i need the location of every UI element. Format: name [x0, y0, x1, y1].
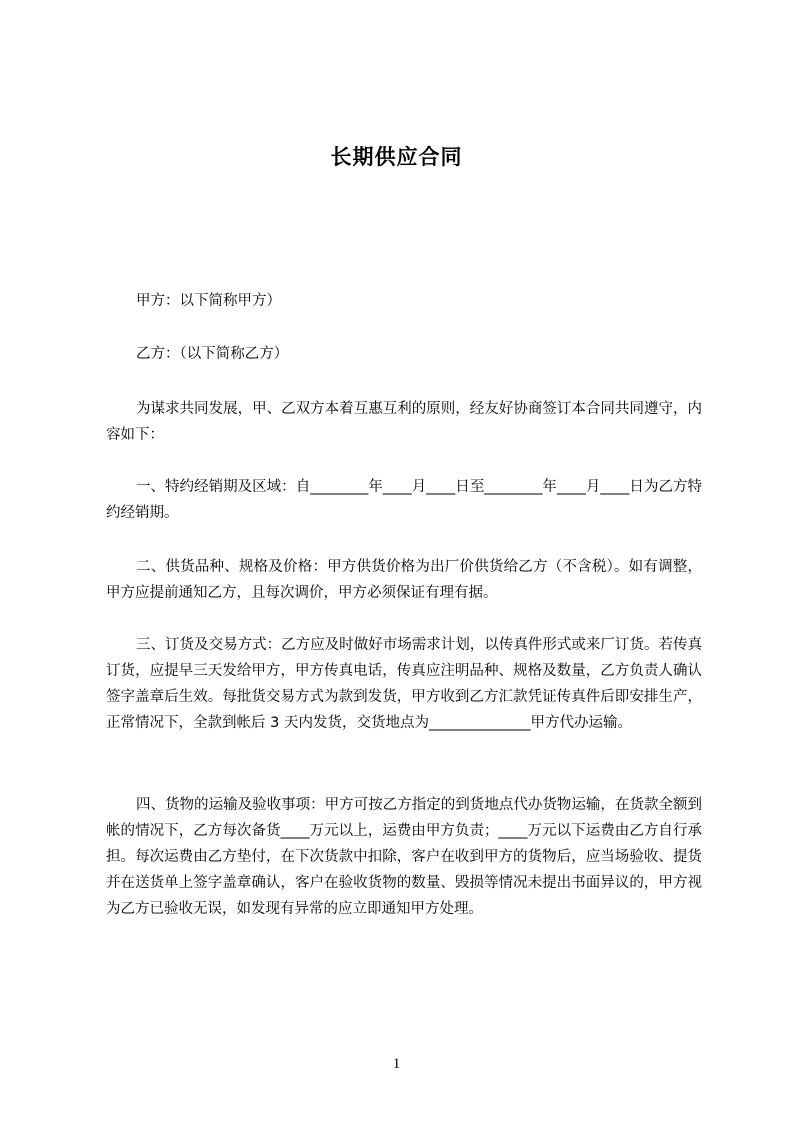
- clause-2-paragraph: 二、供货品种、规格及价格：甲方供货价格为出厂价供货给乙方（不含税）。如有调整，甲方应提前通知乙方，且每次调价，甲方必须保证有理有据。: [106, 559, 702, 601]
- intro-paragraph: 为谋求共同发展，甲、乙双方本着互惠互利的原则，经友好协商签订本合同共同遵守，内容如下：: [106, 401, 702, 443]
- document-title: 长期供应合同: [330, 145, 463, 169]
- clause-1-paragraph: 一、特约经销期及区域：自________年____月____日至________年____月____日为乙方特约经销期。: [106, 479, 702, 521]
- page-number: 1: [392, 1056, 401, 1072]
- clause-4-paragraph: 四、货物的运输及验收事项：甲方可按乙方指定的到货地点代办货物运输，在货款全额到帐的情况下，乙方每次备货____万元以上，运费由甲方负责；____万元以下运费由乙方自行承担。每次运费由乙方垫付，在下次货款中扣除，客户在收到甲方的货物后，应当场验收、提货并在送货单上签字盖章确认，客户在验收货物的数量、毁损等情况未提出书面异议的，甲方视为乙方已验收无误，如发现有异常的应立即通知甲方处理。: [106, 797, 702, 917]
- party-a-line: 甲方：以下简称甲方）: [136, 293, 281, 309]
- clause-3-paragraph: 三、订货及交易方式：乙方应及时做好市场需求计划，以传真件形式或来厂订货。若传真订货，应提早三天发给甲方，甲方传真电话，传真应注明品种、规格及数量，乙方负责人确认签字盖章后生效。每批货交易方式为款到发货，甲方收到乙方汇款凭证传真件后即安排生产，正常情况下，全款到帐后 3 天内发货，交货地点为______________甲方代办运输。: [106, 637, 702, 731]
- party-b-line: 乙方：（以下简称乙方）: [136, 346, 289, 362]
